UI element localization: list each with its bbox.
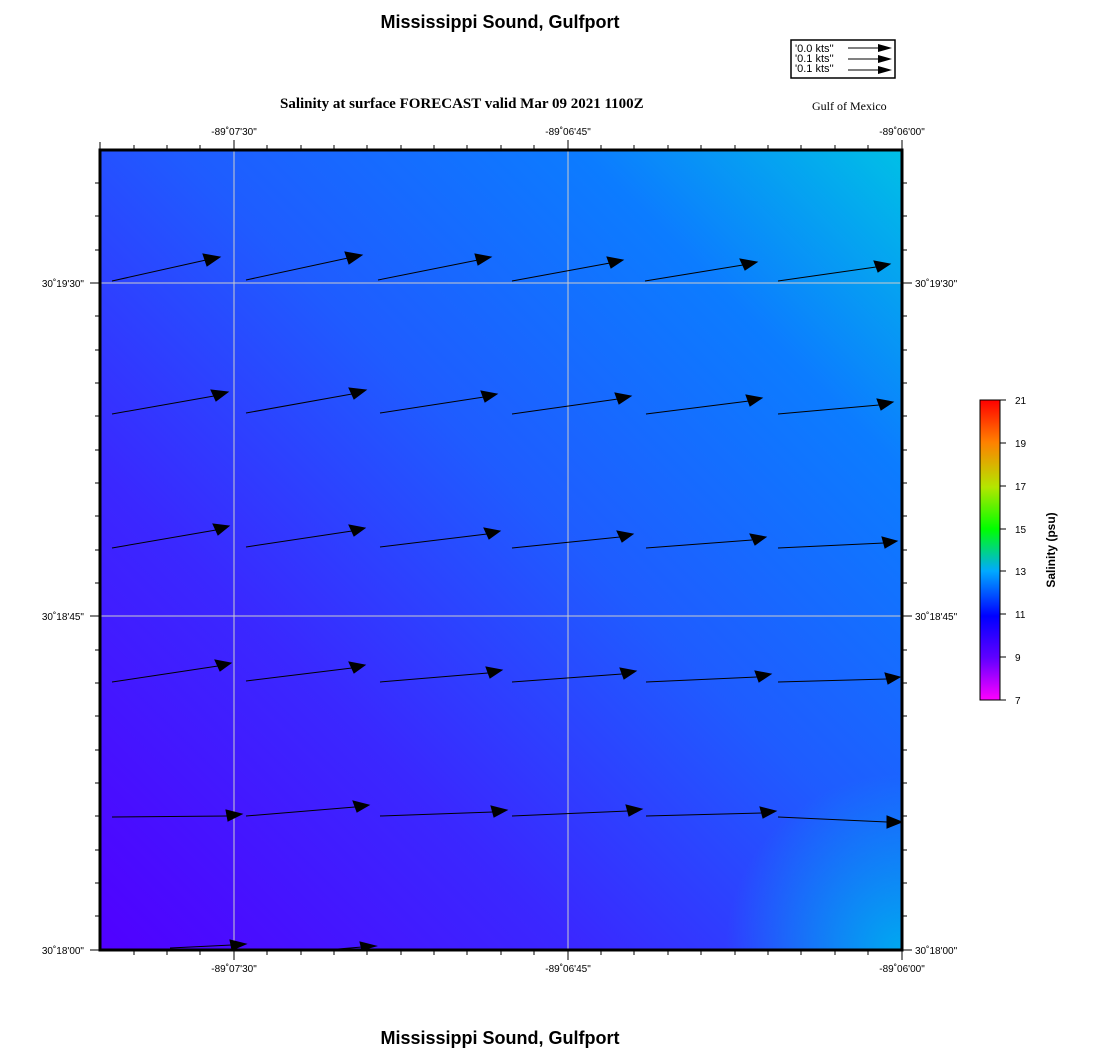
- lon-label-bottom: -89˚07'30": [211, 964, 257, 975]
- vector-legend-entry: '0.1 kts'': [795, 63, 834, 75]
- salinity-field-corner: [100, 150, 902, 950]
- lon-label-top: -89˚06'00": [879, 127, 925, 138]
- map-title: Mississippi Sound, Gulfport: [380, 12, 620, 32]
- vector-legend-entry: '0.1 kts'': [795, 53, 834, 65]
- lat-label-left: 30˚18'00": [41, 946, 84, 957]
- colorbar-tick: 9: [1015, 653, 1021, 664]
- lat-label-left: 30˚19'30": [41, 279, 84, 290]
- vector-legend-entry: '0.0 kts'': [795, 43, 834, 55]
- map-subtitle: Salinity at surface FORECAST valid Mar 09 2021 1100Z: [280, 96, 644, 112]
- lon-label-bottom: -89˚06'45": [545, 964, 591, 975]
- lat-label-right: 30˚18'45": [915, 612, 958, 623]
- lon-label-bottom: -89˚06'00": [879, 964, 925, 975]
- footer-title: Mississippi Sound, Gulfport: [380, 1028, 620, 1048]
- lat-label-right: 30˚18'00": [915, 946, 958, 957]
- salinity-colorbar: [980, 396, 1058, 707]
- colorbar-tick: 21: [1015, 396, 1027, 407]
- colorbar-tick: 11: [1015, 610, 1026, 621]
- lon-label-top: -89˚06'45": [545, 127, 591, 138]
- colorbar-tick: 19: [1015, 439, 1027, 450]
- colorbar-tick: 17: [1015, 482, 1027, 493]
- region-label: Gulf of Mexico: [812, 99, 887, 113]
- colorbar-label: Salinity (psu): [1044, 512, 1058, 588]
- lat-label-right: 30˚19'30": [915, 279, 958, 290]
- colorbar-tick: 15: [1015, 525, 1027, 536]
- colorbar-fill: [980, 400, 1000, 700]
- colorbar-tick: 13: [1015, 567, 1027, 578]
- colorbar-tick: 7: [1015, 696, 1021, 707]
- lat-label-left: 30˚18'45": [41, 612, 84, 623]
- lon-label-top: -89˚07'30": [211, 127, 257, 138]
